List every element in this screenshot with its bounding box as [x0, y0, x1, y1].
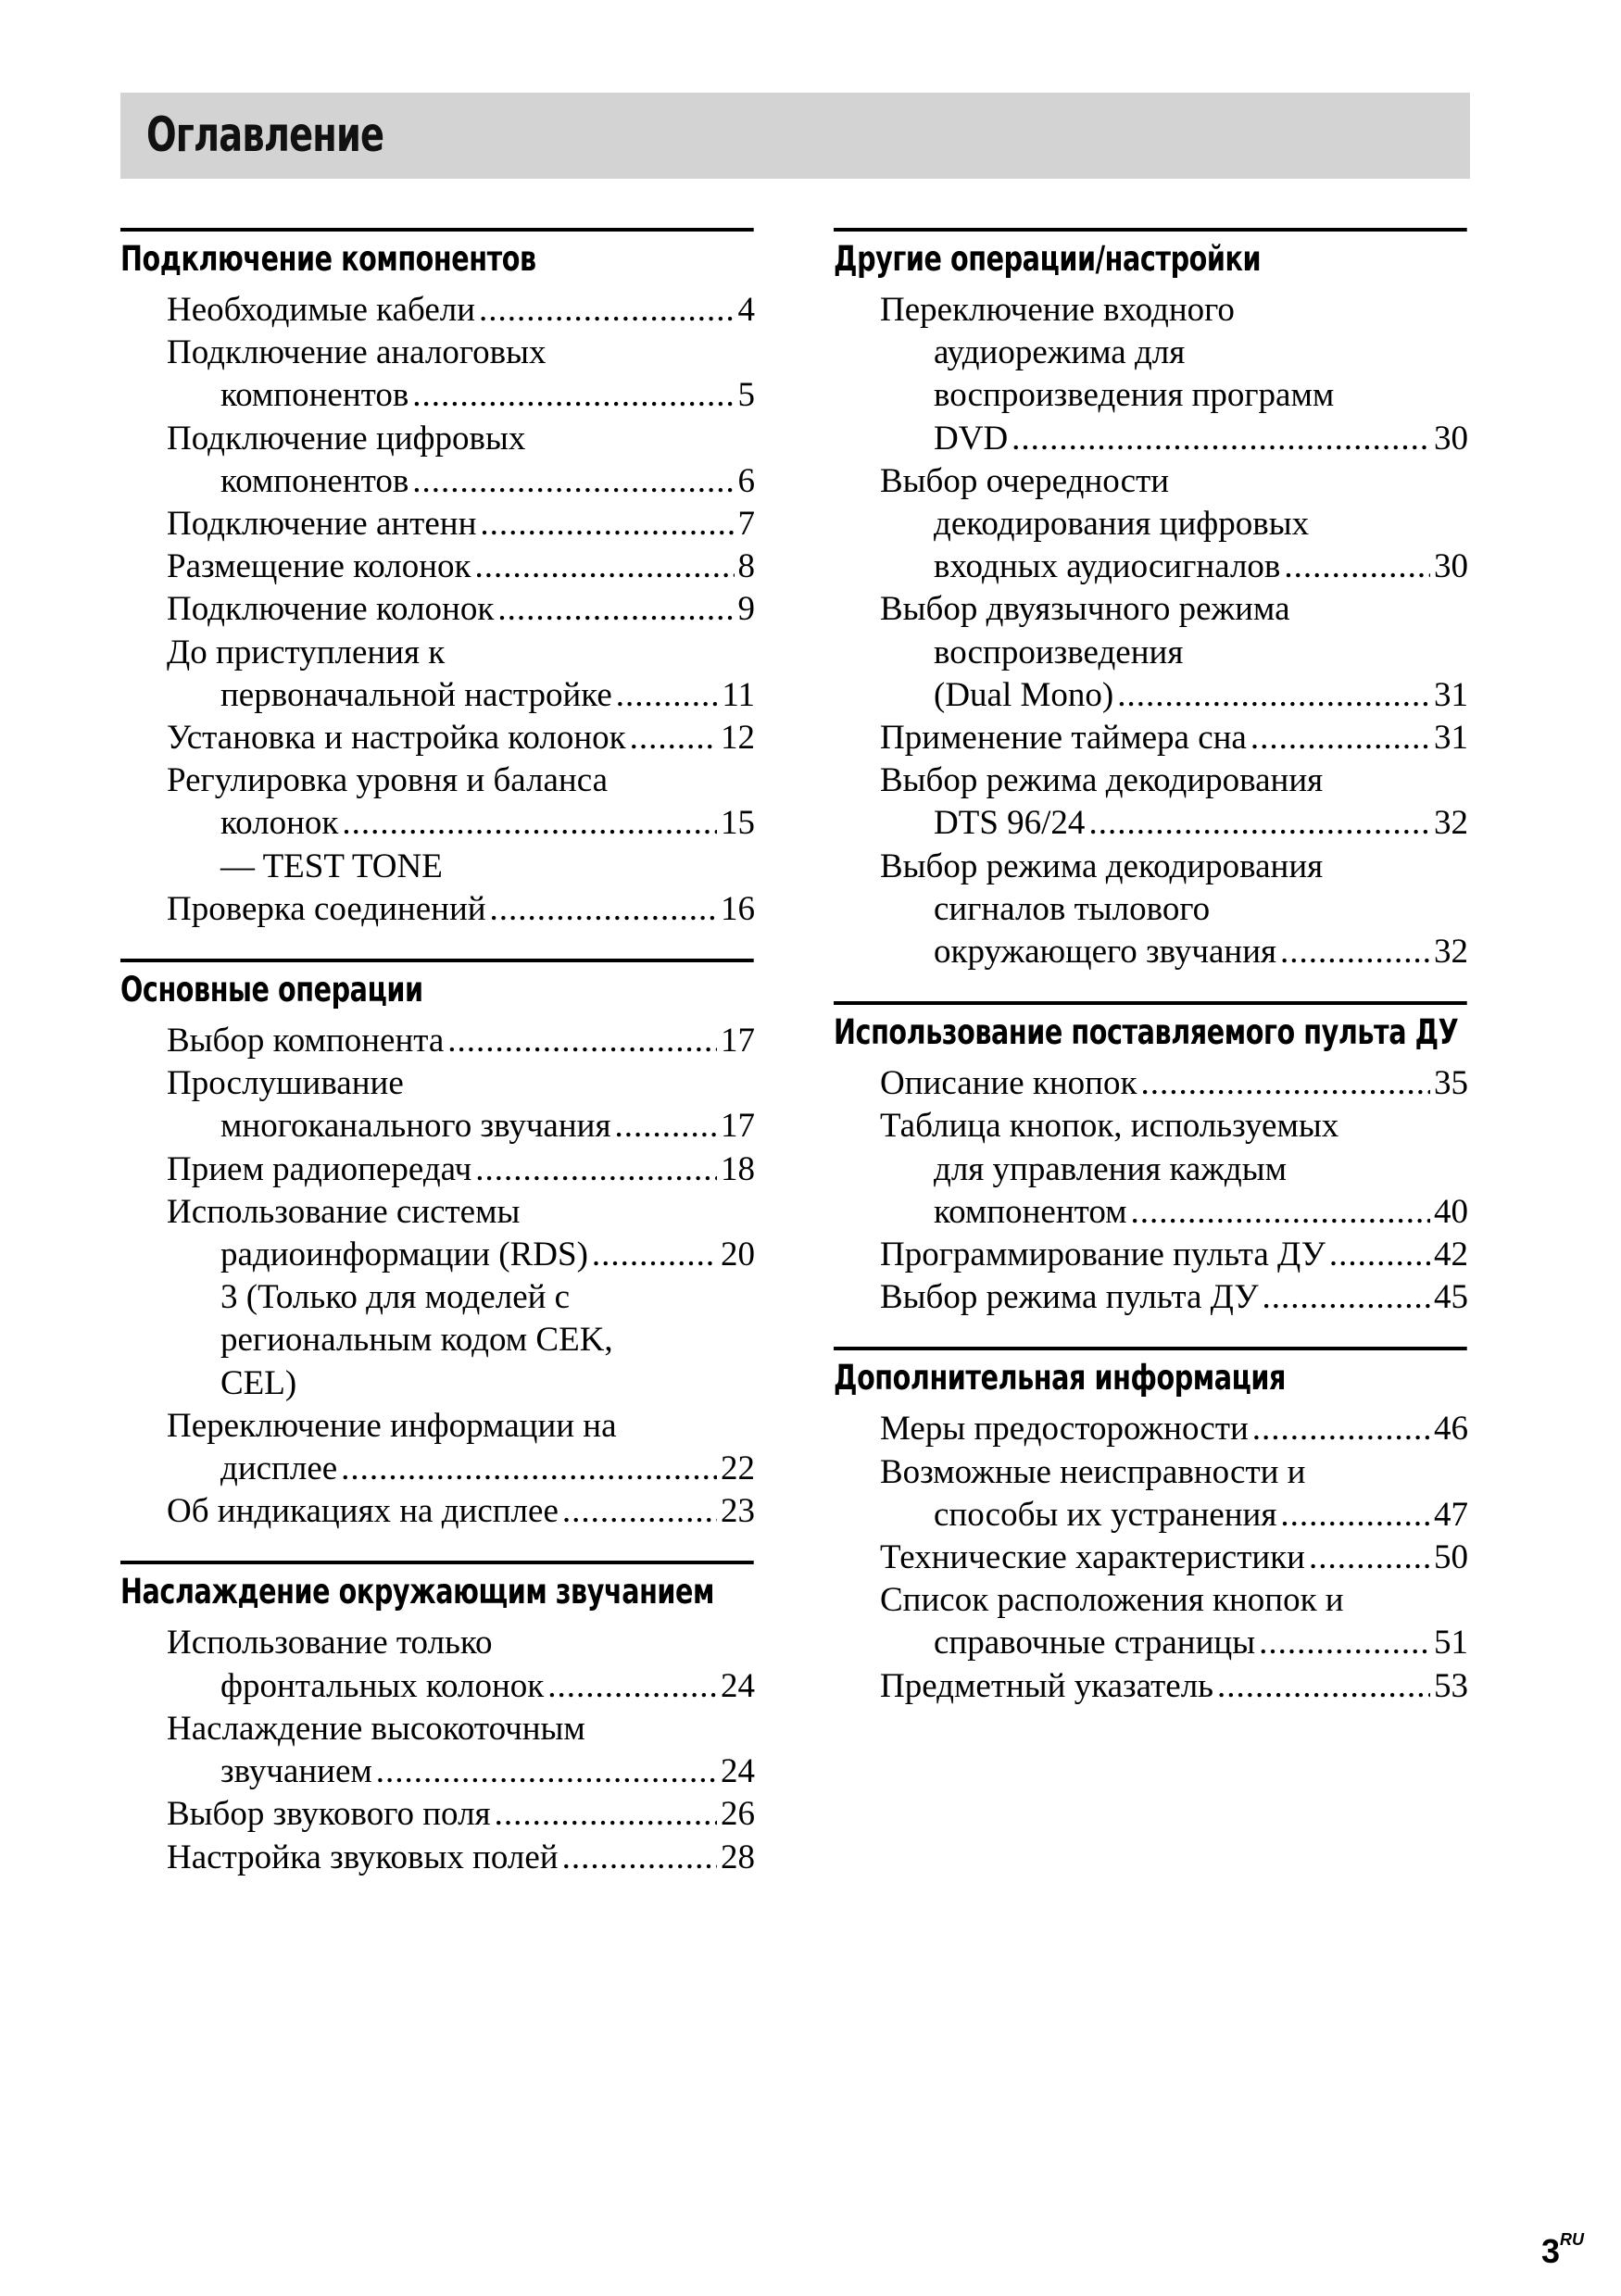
entry-text: Установка и настройка колонок	[167, 719, 626, 758]
dot-leader	[592, 1234, 717, 1276]
page-ref: 7	[737, 505, 755, 544]
section-heading: Другие операции/настройки	[834, 228, 1466, 282]
page-ref: 30	[1434, 547, 1468, 586]
page-ref: 42	[1434, 1236, 1468, 1274]
page-ref: 17	[721, 1022, 755, 1060]
entry-text: компонентом	[934, 1192, 1127, 1231]
dot-leader	[490, 888, 717, 931]
entry-text: До приступления к	[167, 633, 446, 671]
title-bar	[120, 93, 1470, 179]
dot-leader	[497, 588, 734, 631]
toc-entry[interactable]	[120, 1405, 755, 1490]
dot-leader	[1280, 1494, 1430, 1537]
page-ref: 18	[721, 1149, 755, 1188]
entry-text: справочные страницы	[934, 1624, 1256, 1662]
toc-entry[interactable]	[834, 460, 1468, 589]
toc-entry[interactable]	[120, 888, 755, 931]
dot-leader	[562, 1490, 717, 1533]
entry-text: сигналов тылового	[934, 889, 1211, 928]
page-ref: 17	[721, 1107, 755, 1146]
dot-leader	[479, 289, 734, 332]
page-ref: 35	[1434, 1064, 1468, 1103]
entry-text: Применение таймера сна	[880, 719, 1247, 758]
entry-text: DVD	[934, 419, 1009, 458]
entry-text: Выбор режима декодирования	[880, 761, 1324, 800]
toc-entry[interactable]	[120, 717, 755, 759]
toc-column-right	[834, 228, 1468, 1736]
toc-entry[interactable]	[834, 1579, 1468, 1664]
section-heading: Подключение компонентов	[120, 228, 753, 282]
toc-entry[interactable]	[834, 1276, 1468, 1319]
dot-leader	[1252, 1408, 1430, 1450]
entry-text: Возможные неисправности и	[880, 1452, 1306, 1491]
page-ref: 23	[721, 1492, 755, 1531]
page-ref: 24	[721, 1752, 755, 1791]
entry-text: компонентов	[220, 461, 409, 500]
entry-text: Необходимые кабели	[167, 291, 476, 329]
entry-text: входных аудиосигналов	[934, 547, 1281, 586]
entry-text: региональным кодом CEK,	[220, 1321, 613, 1360]
page-ref: 12	[721, 719, 755, 758]
toc-entry[interactable]	[120, 759, 755, 888]
dot-leader	[1088, 802, 1430, 845]
section-heading: Дополнительная информация	[834, 1347, 1466, 1400]
dot-leader	[376, 1750, 717, 1793]
entry-text: дисплее	[220, 1449, 338, 1488]
entry-text: воспроизведения программ	[934, 376, 1335, 415]
entry-text: Наслаждение высокоточным	[167, 1709, 585, 1748]
entry-text: Прослушивание	[167, 1064, 404, 1103]
entry-text: Выбор компонента	[167, 1022, 445, 1060]
toc-entry[interactable]	[120, 1622, 755, 1707]
page-ref: 6	[737, 461, 755, 500]
page-ref: 5	[737, 376, 755, 415]
entry-text: — TEST TONE	[220, 847, 443, 885]
toc-section	[120, 959, 755, 1533]
page-ref: 15	[721, 804, 755, 843]
entry-text: Меры предосторожности	[880, 1410, 1249, 1449]
entry-text: Выбор звукового поля	[167, 1795, 491, 1834]
page-ref: 28	[721, 1838, 755, 1876]
entry-text: 3 (Только для моделей с	[220, 1278, 571, 1317]
toc-entry[interactable]	[120, 1020, 755, 1062]
dot-leader	[1117, 674, 1430, 717]
entry-text: CEL)	[220, 1363, 297, 1402]
page-ref: 31	[1434, 719, 1468, 758]
toc-entry[interactable]	[834, 1537, 1468, 1579]
dot-leader	[412, 460, 734, 503]
entry-text: Использование только	[167, 1624, 493, 1662]
page-ref: 22	[721, 1449, 755, 1488]
entry-text: Описание кнопок	[880, 1064, 1137, 1103]
page-ref: 45	[1434, 1278, 1468, 1317]
toc-section	[834, 1001, 1468, 1319]
page-ref: 16	[721, 889, 755, 928]
page-ref: 20	[721, 1236, 755, 1274]
entry-text: Подключение цифровых	[167, 419, 526, 458]
entry-text: окружающего звучания	[934, 933, 1277, 972]
toc-entry[interactable]	[834, 1062, 1468, 1105]
dot-leader	[562, 1837, 717, 1879]
toc-entry[interactable]	[834, 1665, 1468, 1708]
toc-entry[interactable]	[120, 632, 755, 717]
dot-leader	[341, 1448, 717, 1490]
page-ref: 31	[1434, 675, 1468, 714]
entry-text: Технические характеристики	[880, 1538, 1305, 1577]
section-heading: Основные операции	[120, 959, 753, 1012]
page-ref: 9	[737, 590, 755, 629]
entry-text: Переключение входного	[880, 291, 1235, 329]
toc-entry[interactable]	[120, 1148, 755, 1191]
toc-section	[120, 1561, 755, 1878]
entry-text: радиоинформации (RDS)	[220, 1236, 588, 1274]
entry-text: для управления каждым	[934, 1149, 1288, 1188]
dot-leader	[1263, 1276, 1430, 1319]
toc-entry[interactable]	[834, 1105, 1468, 1234]
page-ref: 32	[1434, 804, 1468, 843]
toc-entry[interactable]	[834, 717, 1468, 759]
toc-entry[interactable]	[120, 503, 755, 546]
toc-section	[834, 228, 1468, 973]
toc-entry[interactable]	[120, 332, 755, 417]
dot-leader	[1259, 1622, 1430, 1664]
toc-entry[interactable]	[120, 418, 755, 503]
dot-leader	[630, 717, 717, 759]
toc-entry[interactable]	[120, 1793, 755, 1836]
entry-text: Выбор режима декодирования	[880, 847, 1324, 885]
toc-entry[interactable]	[834, 759, 1468, 845]
dot-leader	[1250, 717, 1430, 759]
toc-section	[120, 228, 755, 931]
dot-leader	[1012, 418, 1430, 460]
page-ref: 47	[1434, 1495, 1468, 1534]
entry-text: способы их устранения	[934, 1495, 1277, 1534]
dot-leader	[1284, 546, 1430, 588]
dot-leader	[1329, 1234, 1430, 1276]
entry-text: звучанием	[220, 1752, 372, 1791]
toc-entry[interactable]	[834, 588, 1468, 717]
toc-entry[interactable]	[834, 289, 1468, 460]
entry-text: компонентов	[220, 376, 409, 415]
page-ref: 46	[1434, 1410, 1468, 1449]
entry-text: Выбор очередности	[880, 461, 1170, 500]
dot-leader	[412, 374, 734, 417]
entry-text: Предметный указатель	[880, 1666, 1214, 1705]
toc-entry[interactable]	[120, 1490, 755, 1533]
toc-entry[interactable]	[120, 1062, 755, 1148]
entry-text: первоначальной настройке	[220, 675, 612, 714]
toc-entry[interactable]	[834, 1451, 1468, 1537]
dot-leader	[1280, 931, 1430, 973]
entry-text: воспроизведения	[934, 633, 1184, 671]
dot-leader	[616, 674, 719, 717]
toc-entry[interactable]	[120, 1837, 755, 1879]
section-heading: Использование поставляемого пульта ДУ	[834, 1001, 1466, 1055]
page-ref: 51	[1434, 1624, 1468, 1662]
dot-leader	[475, 1148, 717, 1191]
page-ref: 8	[737, 547, 755, 586]
dot-leader	[1131, 1191, 1430, 1234]
page-ref: 53	[1434, 1666, 1468, 1705]
page-ref: 32	[1434, 933, 1468, 972]
entry-text: Выбор режима пульта ДУ	[880, 1278, 1259, 1317]
dot-leader	[342, 802, 717, 845]
page-ref: 11	[722, 675, 755, 714]
page-title: Оглавление	[146, 107, 384, 163]
toc-entry[interactable]	[120, 289, 755, 332]
entry-text: Проверка соединений	[167, 889, 486, 928]
dot-leader	[480, 503, 734, 546]
toc-entry[interactable]	[120, 546, 755, 588]
toc-section	[834, 1347, 1468, 1707]
entry-text: Программирование пульта ДУ	[880, 1236, 1326, 1274]
page-ref: 40	[1434, 1192, 1468, 1231]
section-heading: Наслаждение окружающим звучанием	[120, 1561, 753, 1614]
entry-text: (Dual Mono)	[934, 675, 1114, 714]
entry-text: многоканального звучания	[220, 1107, 611, 1146]
entry-text: DTS 96/24	[934, 804, 1086, 843]
entry-text: Регулировка уровня и баланса	[167, 761, 609, 800]
entry-text: Об индикациях на дисплее	[167, 1492, 559, 1531]
dot-leader	[547, 1665, 717, 1708]
page-ref: 24	[721, 1666, 755, 1705]
toc-entry[interactable]	[834, 1234, 1468, 1276]
toc-entry[interactable]	[834, 846, 1468, 974]
entry-text: Размещение колонок	[167, 547, 471, 586]
dot-leader	[1140, 1062, 1430, 1105]
entry-text: фронтальных колонок	[220, 1666, 545, 1705]
entry-text: Прием радиопередач	[167, 1149, 472, 1188]
entry-text: Подключение аналоговых	[167, 333, 547, 372]
entry-text: Использование системы	[167, 1192, 521, 1231]
entry-text: Подключение антенн	[167, 505, 477, 544]
page-ref: 30	[1434, 419, 1468, 458]
page-ref: 50	[1434, 1538, 1468, 1577]
entry-text: декодирования цифровых	[934, 505, 1310, 544]
entry-text: Выбор двуязычного режима	[880, 590, 1290, 629]
dot-leader	[1217, 1665, 1430, 1708]
page-ref: 4	[737, 291, 755, 329]
page-number: $3^{RU}$	[1541, 2230, 1585, 2270]
entry-text: Список расположения кнопок и	[880, 1581, 1344, 1620]
dot-leader	[447, 1020, 717, 1062]
toc-column-left	[120, 228, 755, 1907]
entry-text: Переключение информации на	[167, 1406, 617, 1445]
page-ref: 26	[721, 1795, 755, 1834]
toc-entry[interactable]	[834, 1408, 1468, 1450]
dot-leader	[1309, 1537, 1430, 1579]
toc-entry[interactable]	[120, 588, 755, 631]
dot-leader	[614, 1105, 717, 1148]
entry-text: колонок	[220, 804, 339, 843]
entry-text: Настройка звуковых полей	[167, 1838, 559, 1876]
entry-text: Таблица кнопок, используемых	[880, 1107, 1339, 1146]
entry-text: Подключение колонок	[167, 590, 495, 629]
toc-entry[interactable]	[120, 1708, 755, 1793]
toc-entry[interactable]	[120, 1191, 755, 1405]
dot-leader	[474, 546, 734, 588]
dot-leader	[495, 1793, 717, 1836]
entry-text: аудиорежима для	[934, 333, 1186, 372]
